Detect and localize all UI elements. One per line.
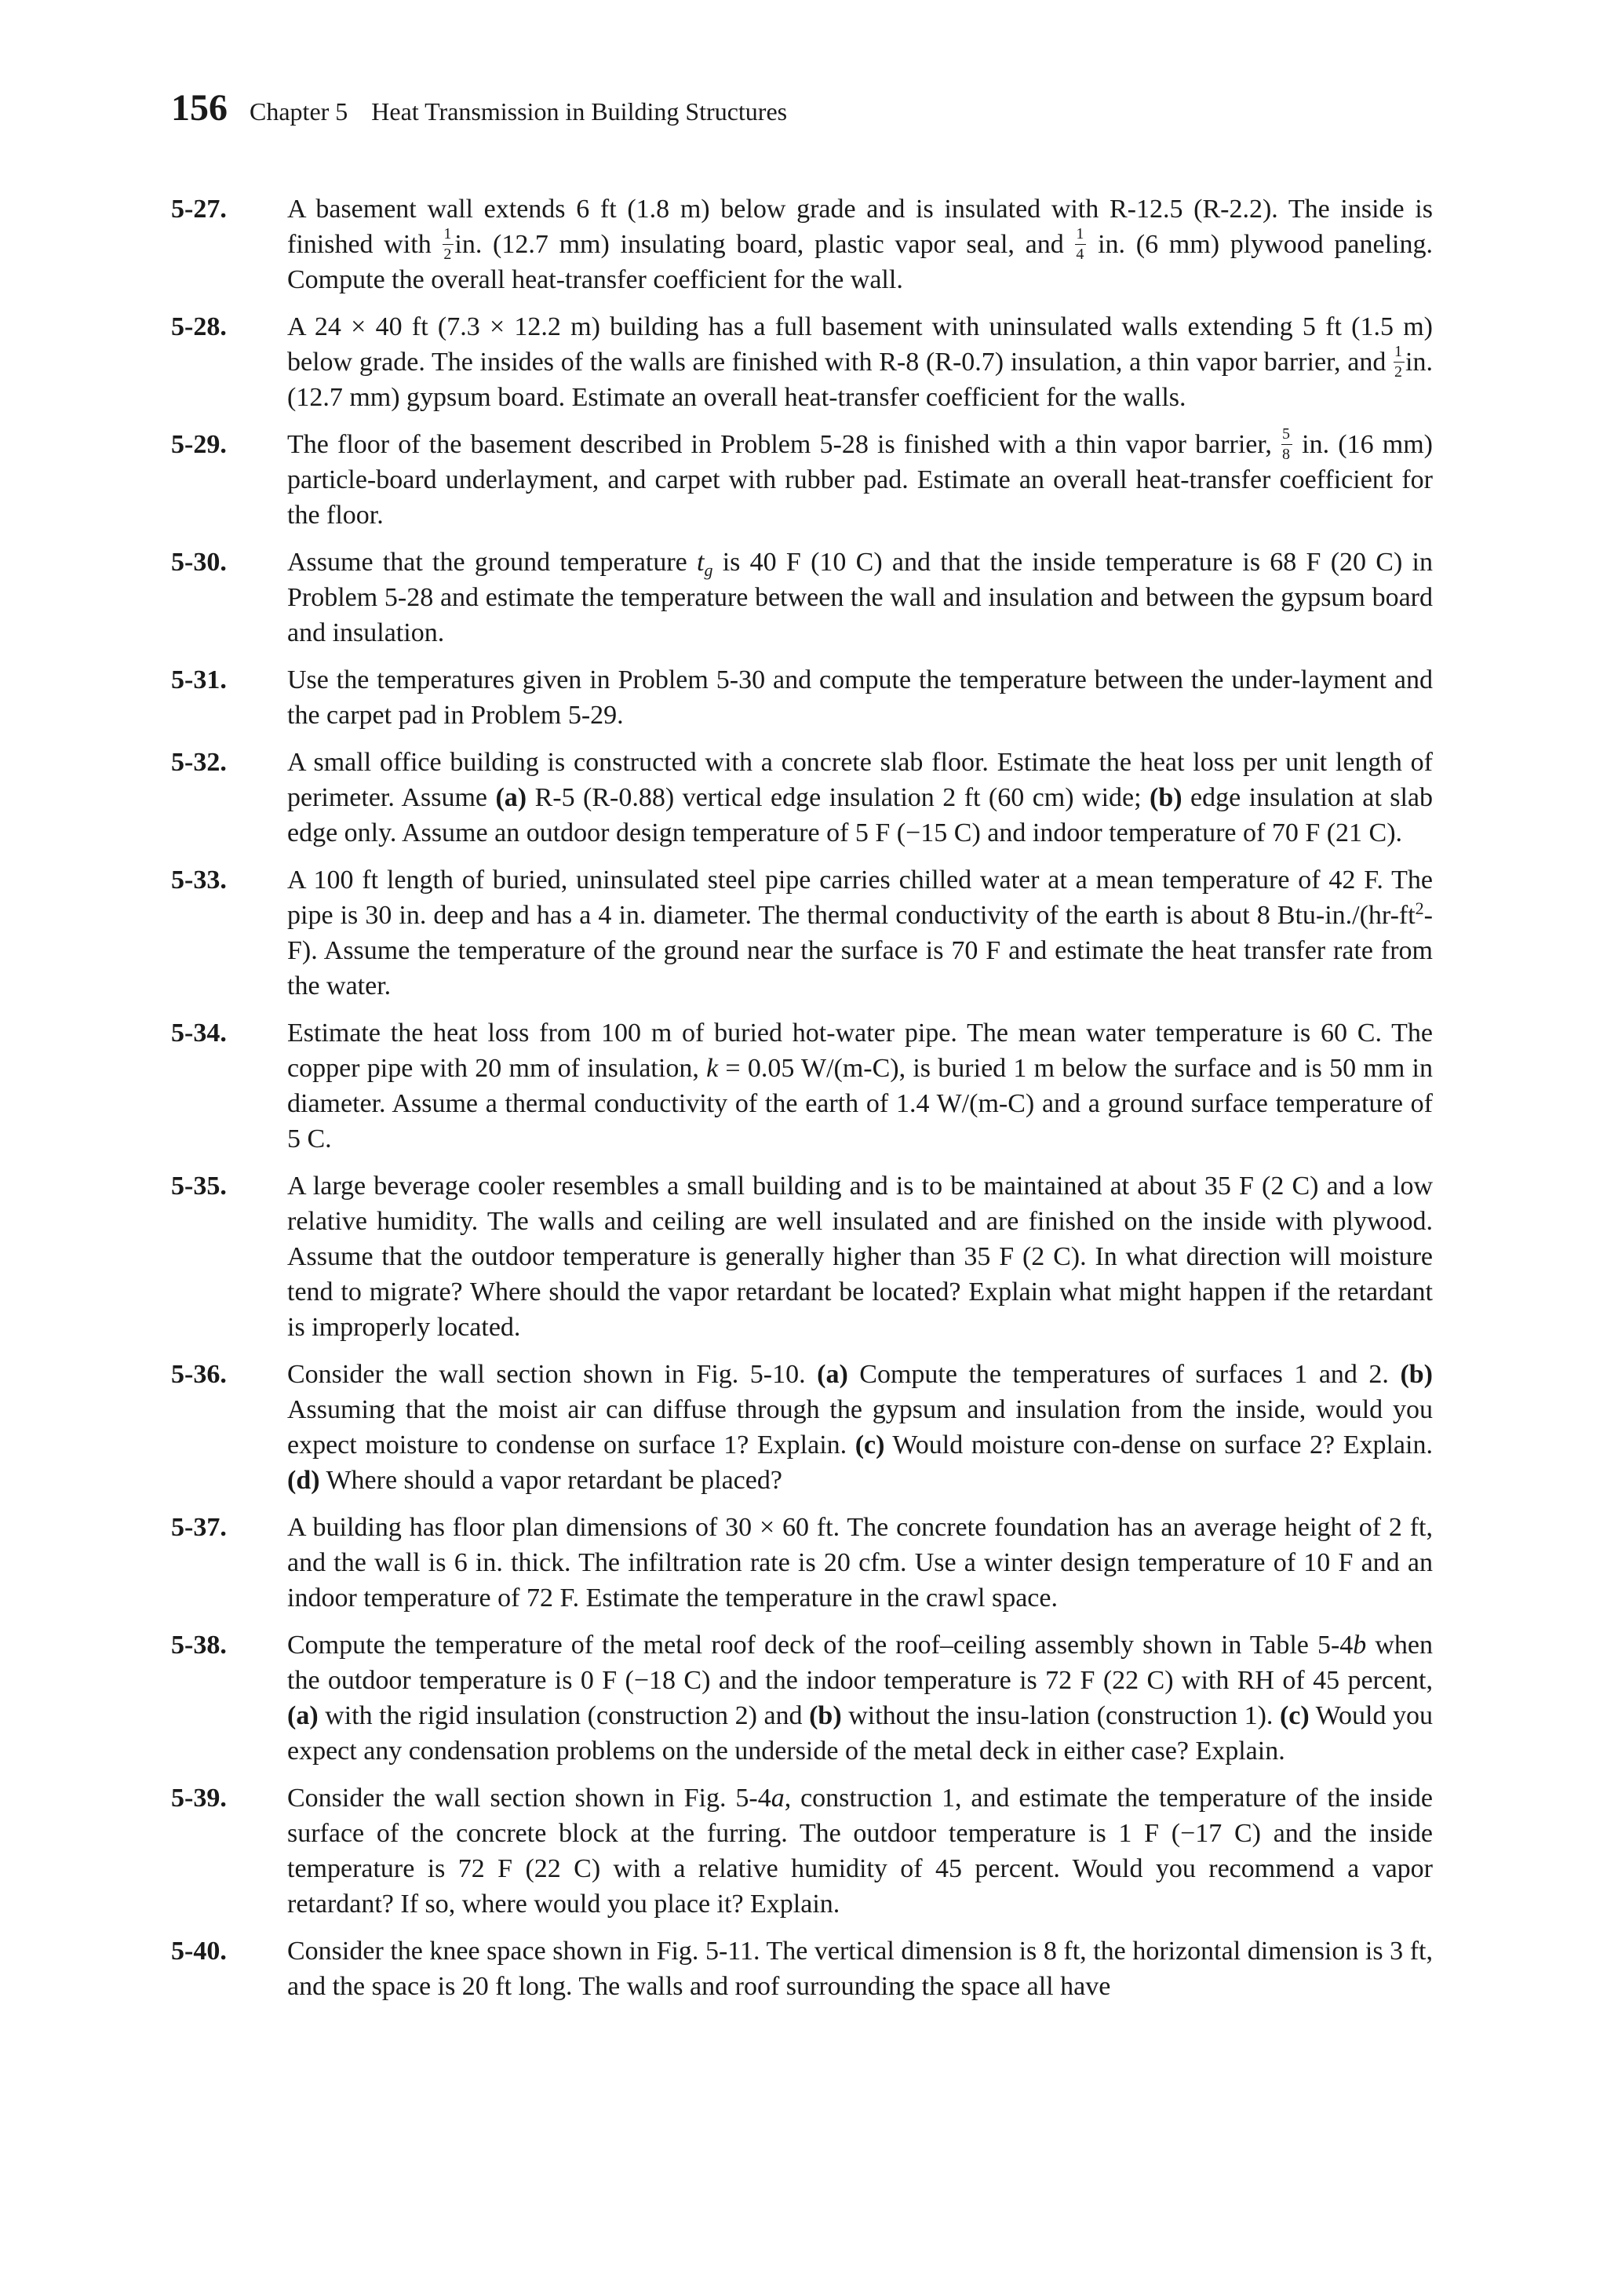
- problem-number: 5-27.: [171, 195, 227, 224]
- problem-text: Use the temperatures given in Problem 5-30 and compute the temperature between the under-layment and the carpet pad in Problem 5-29.: [287, 665, 1433, 730]
- problem-number: 5-32.: [171, 748, 227, 777]
- problem-number: 5-31.: [171, 665, 227, 694]
- problem-text: Estimate the heat loss from 100 m of buried hot-water pipe. The mean water temperature is 60 C. The copper pipe with 20 mm of insulation, k = 0.05 W/(m-C), is buried 1 m below the surface and is 50 mm in diameter. Assume a thermal conductivity of the earth of 1.4 W/(m-C) and a ground surface temperature of 5 C.: [287, 1019, 1433, 1153]
- problem-text: Consider the wall section shown in Fig. 5-10. (a) Compute the temperatures of surfaces 1 and 2. (b) Assuming that the moist air can diffuse through the gypsum and insulation from the inside, would you expect moisture to condense on surface 1? Explain. (c) Would moisture con-dense on surface 2? Explain. (d) Where should a vapor retardant be placed?: [287, 1360, 1433, 1495]
- problem-number: 5-33.: [171, 866, 227, 895]
- problem-item: [171, 1780, 1433, 1922]
- problem-item: [171, 1357, 1433, 1498]
- problem-text: A large beverage cooler resembles a small building and is to be maintained at about 35 F (2 C) and a low relative humidity. The walls and ceiling are well insulated and are finished on the inside with plywood. Assume that the outdoor temperature is generally higher than 35 F (2 C). In what direction will moisture tend to migrate? Where should the vapor retardant be located? Explain what might happen if the retardant is improperly located.: [287, 1172, 1433, 1342]
- problem-item: [171, 191, 1433, 297]
- problem-item: [171, 545, 1433, 651]
- problem-number: 5-38.: [171, 1631, 227, 1660]
- chapter-title: Heat Transmission in Building Structures: [371, 97, 788, 126]
- running-header: [171, 86, 1433, 151]
- problem-text: The floor of the basement described in Problem 5-28 is finished with a thin vapor barrier, $\frac{5}{8}$ in. (16 mm) particle-board underlayment, and carpet with rubber pad. Estimate an overall heat-transfer coefficient for the floor.: [287, 425, 1433, 530]
- problem-item: [171, 1015, 1433, 1157]
- problem-number: 5-36.: [171, 1360, 227, 1389]
- problem-item: [171, 1168, 1433, 1345]
- problem-number: 5-30.: [171, 548, 227, 577]
- problem-list: [171, 191, 1433, 2004]
- problem-text: A 24 × 40 ft (7.3 × 12.2 m) building has a full basement with uninsulated walls extending 5 ft (1.5 m) below grade. The insides of the walls are finished with R-8 (R-0.7) insulation, a thin vapor barrier, and $\frac{1}{2}$ in. (12.7 mm) gypsum board. Estimate an overall heat-transfer coefficient for the walls.: [287, 312, 1433, 412]
- problem-text: Consider the knee space shown in Fig. 5-11. The vertical dimension is 8 ft, the horizontal dimension is 3 ft, and the space is 20 ft long. The walls and roof surrounding the space all have: [287, 1937, 1433, 2001]
- problem-number: 5-28.: [171, 312, 227, 341]
- problem-text: Assume that the ground temperature $t_g$ is 40 F (10 C) and that the inside temperature is 68 F (20 C) in Problem 5-28 and estimate the temperature between the wall and insulation and between the gypsum board and insulation.: [287, 548, 1434, 647]
- problem-number: 5-35.: [171, 1172, 227, 1201]
- problem-item: [171, 662, 1433, 733]
- problem-number: 5-29.: [171, 430, 227, 459]
- problem-number: 5-40.: [171, 1937, 227, 1966]
- problem-item: [171, 1933, 1433, 2004]
- problem-number: 5-34.: [171, 1019, 227, 1048]
- problem-text: A small office building is constructed with a concrete slab floor. Estimate the heat loss per unit length of perimeter. Assume (a) R-5 (R-0.88) vertical edge insulation 2 ft (60 cm) wide; (b) edge insulation at slab edge only. Assume an outdoor design temperature of 5 F (−15 C) and indoor temperature of 70 F (21 C).: [287, 748, 1433, 847]
- problem-item: [171, 1510, 1433, 1616]
- problem-text: Compute the temperature of the metal roof deck of the roof–ceiling assembly shown in Table 5-4b when the outdoor temperature is 0 F (−18 C) and the indoor temperature is 72 F (22 C) with RH of 45 percent, (a) with the rigid insulation (construction 2) and (b) without the insu-lation (construction 1). (c) Would you expect any condensation problems on the underside of the metal deck in either case? Explain.: [287, 1631, 1433, 1766]
- page-number: 156: [171, 87, 228, 129]
- problem-item: [171, 745, 1433, 851]
- problem-item: [171, 862, 1433, 1004]
- problem-number: 5-39.: [171, 1784, 227, 1813]
- problem-item: [171, 309, 1433, 415]
- problem-text: A 100 ft length of buried, uninsulated steel pipe carries chilled water at a mean temperature of 42 F. The pipe is 30 in. deep and has a 4 in. diameter. The thermal conductivity of the earth is about 8 Btu-$in./(hr-ft^2-F)$. Assume the temperature of the ground near the surface is 70 F and estimate the heat transfer rate from the water.: [287, 866, 1433, 1000]
- problem-item: [171, 1627, 1433, 1769]
- problem-text: A building has floor plan dimensions of 30 × 60 ft. The concrete foundation has an average height of 2 ft, and the wall is 6 in. thick. The infiltration rate is 20 cfm. Use a winter design temperature of 10 F and an indoor temperature of 72 F. Estimate the temperature in the crawl space.: [287, 1513, 1433, 1613]
- problem-text: A basement wall extends 6 ft (1.8 m) below grade and is insulated with R-12.5 (R-2.2). The inside is finished with $\frac{1}{2}$ in. (12.7 mm) insulating board, plastic vapor seal, and $\frac{1}{4}$ in. (6 mm) plywood paneling. Compute the overall heat-transfer coefficient for the wall.: [287, 195, 1434, 294]
- problem-item: [171, 427, 1433, 533]
- problem-number: 5-37.: [171, 1513, 227, 1542]
- chapter-label: Chapter 5: [250, 97, 348, 126]
- problem-text: Consider the wall section shown in Fig. 5-4a, construction 1, and estimate the temperature of the inside surface of the concrete block at the furring. The outdoor temperature is 1 F (−17 C) and the inside temperature is 72 F (22 C) with a relative humidity of 45 percent. Would you recommend a vapor retardant? If so, where would you place it? Explain.: [287, 1784, 1433, 1919]
